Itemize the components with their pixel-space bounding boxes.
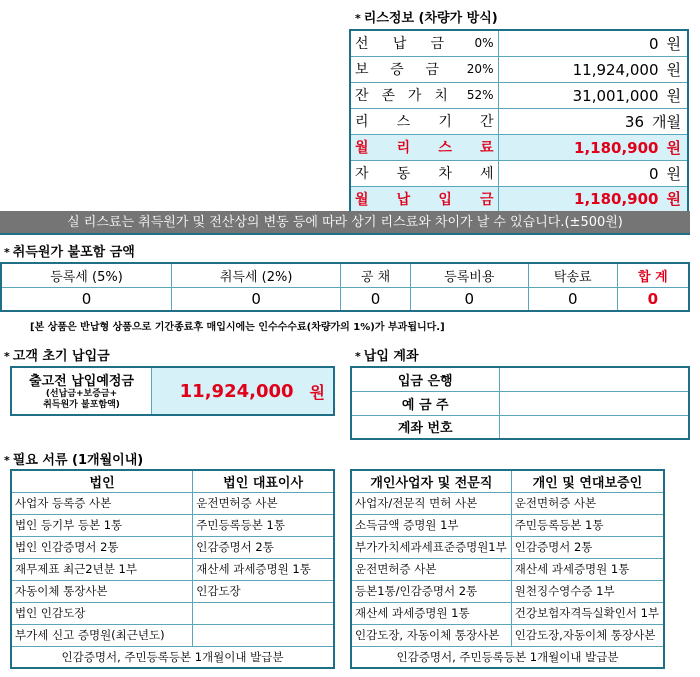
lease-row-value: 36 bbox=[624, 112, 645, 131]
documents-cell: 인감도장,자동이체 통장사본 bbox=[511, 624, 664, 646]
lease-row-value-cell bbox=[498, 108, 688, 134]
documents-cell: 원천징수영수증 1부 bbox=[511, 580, 664, 602]
documents-cell: 재무제표 최근2년분 1부 bbox=[11, 558, 193, 580]
documents-row bbox=[11, 514, 334, 536]
bank-row-value bbox=[499, 415, 689, 439]
lease-row-label-chars bbox=[355, 189, 494, 209]
lease-label-char: 차 bbox=[438, 166, 452, 182]
lease-row-value-cell bbox=[498, 186, 688, 212]
lease-row-unit: 원 bbox=[666, 34, 681, 53]
lease-label-char: 금 bbox=[430, 36, 445, 53]
documents-row bbox=[351, 558, 664, 580]
documents-cell: 인감도장 bbox=[193, 580, 334, 602]
documents-cell: 부가가치세과세표준증명원1부 bbox=[351, 536, 511, 558]
lease-row bbox=[350, 134, 688, 160]
lease-label-char: 납 bbox=[396, 191, 411, 208]
documents-header: 개인사업자 및 전문직 bbox=[351, 470, 511, 492]
lease-row-label-chars bbox=[355, 59, 494, 79]
documents-cell: 주민등록등본 1통 bbox=[193, 514, 334, 536]
lease-label-char: 월 bbox=[355, 191, 369, 208]
lease-row bbox=[350, 30, 688, 56]
lease-label-char: 스 bbox=[438, 140, 452, 156]
lease-label-char: 보 bbox=[355, 62, 369, 78]
documents-footer-row bbox=[351, 646, 664, 668]
documents-row bbox=[11, 624, 334, 646]
acquisition-header: 등록세 (5%) bbox=[1, 263, 171, 287]
initial-payment-unit: 원 bbox=[309, 382, 325, 402]
initial-payment-title: * 고객 초기 납입금 bbox=[4, 349, 110, 364]
lease-row-unit: 개월 bbox=[652, 112, 681, 131]
documents-row bbox=[11, 580, 334, 602]
lease-label-char: 리 bbox=[355, 114, 369, 130]
lease-row-value-cell bbox=[498, 160, 688, 186]
lease-row-value: 0 bbox=[648, 34, 659, 53]
lease-row-unit: 원 bbox=[666, 138, 681, 157]
bank-account-table bbox=[350, 366, 690, 440]
lease-label-char: 료 bbox=[479, 140, 494, 156]
documents-cell: 재산세 과세증명원 1통 bbox=[511, 558, 664, 580]
acquisition-value: 0 bbox=[171, 287, 340, 311]
documents-cell: 건강보험자격득실확인서 1부 bbox=[511, 602, 664, 624]
lease-info-title: * 리스정보 (차량가 방식) bbox=[355, 11, 498, 26]
bank-row-label: 예 금 주 bbox=[351, 391, 499, 415]
lease-label-char: 증 bbox=[390, 62, 404, 78]
lease-row-label bbox=[350, 108, 498, 134]
initial-payment-value: 11,924,000 bbox=[179, 380, 294, 402]
documents-cell: 사업자/전문직 면허 사본 bbox=[351, 492, 511, 514]
documents-footer: 인감증명서, 주민등록등본 1개월이내 발급분 bbox=[11, 646, 334, 668]
initial-payment-box bbox=[10, 366, 335, 416]
lease-row-value: 1,180,900 bbox=[574, 138, 659, 157]
documents-cell bbox=[193, 602, 334, 624]
lease-info-table bbox=[349, 29, 689, 213]
acquisition-header: 등록비용 bbox=[410, 263, 528, 287]
documents-row bbox=[351, 580, 664, 602]
acquisition-header: 공 채 bbox=[341, 263, 411, 287]
acquisition-header: 합 계 bbox=[617, 263, 689, 287]
documents-header: 법인 대표이사 bbox=[193, 470, 334, 492]
documents-cell: 법인 등기부 등본 1통 bbox=[11, 514, 193, 536]
bank-account-title: * 납입 계좌 bbox=[355, 349, 419, 364]
lease-row-label-chars bbox=[355, 33, 494, 53]
documents-cell: 인감증명서 2통 bbox=[193, 536, 334, 558]
documents-header: 법인 bbox=[11, 470, 193, 492]
lease-row-value-cell bbox=[498, 82, 688, 108]
lease-row-percent: 0% bbox=[474, 36, 494, 51]
lease-row-label-chars bbox=[355, 163, 494, 183]
lease-label-char: 금 bbox=[479, 191, 494, 208]
lease-row-value-cell bbox=[498, 30, 688, 56]
lease-label-char: 금 bbox=[425, 62, 440, 78]
documents-table-corporate bbox=[10, 469, 335, 669]
bank-row-label: 계좌 번호 bbox=[351, 415, 499, 439]
documents-row bbox=[351, 624, 664, 646]
lease-row bbox=[350, 82, 688, 108]
lease-row bbox=[350, 108, 688, 134]
lease-label-char: 존 bbox=[381, 88, 395, 104]
lease-row-value: 1,180,900 bbox=[574, 190, 659, 209]
lease-row-label bbox=[350, 186, 498, 212]
initial-payment-sub2: 취득원가 불포함액) bbox=[43, 400, 120, 410]
documents-cell: 재산세 과세증명원 1통 bbox=[351, 602, 511, 624]
lease-row-label bbox=[350, 30, 498, 56]
bank-row-label: 입금 은행 bbox=[351, 367, 499, 391]
acquisition-value: 0 bbox=[410, 287, 528, 311]
bank-row bbox=[351, 391, 689, 415]
acquisition-header: 취득세 (2%) bbox=[171, 263, 340, 287]
acquisition-table bbox=[0, 262, 690, 312]
documents-cell: 법인 인감증명서 2통 bbox=[11, 536, 193, 558]
documents-row bbox=[351, 514, 664, 536]
lease-label-char: 가 bbox=[407, 88, 422, 104]
acquisition-value: 0 bbox=[341, 287, 411, 311]
documents-row bbox=[351, 492, 664, 514]
lease-row bbox=[350, 160, 688, 186]
documents-row bbox=[11, 492, 334, 514]
lease-label-char: 자 bbox=[355, 166, 369, 182]
lease-row-label-chars bbox=[355, 137, 494, 157]
lease-label-char: 세 bbox=[479, 166, 494, 182]
lease-row-label bbox=[350, 56, 498, 82]
lease-row-value-cell bbox=[498, 56, 688, 82]
lease-label-char: 기 bbox=[438, 114, 452, 130]
lease-label-char: 스 bbox=[396, 114, 411, 130]
lease-row-percent: 20% bbox=[466, 62, 494, 76]
initial-payment-amount bbox=[152, 368, 333, 414]
footnote: [본 상품은 반납형 상품으로 기간종료후 매입시에는 인수수수료(차량가의 1%)가 부과됩니다.] bbox=[30, 322, 445, 333]
lease-row-unit: 원 bbox=[666, 60, 681, 79]
lease-row-percent: 52% bbox=[466, 88, 494, 102]
documents-cell: 재산세 과세증명원 1통 bbox=[193, 558, 334, 580]
bank-row bbox=[351, 367, 689, 391]
bank-row bbox=[351, 415, 689, 439]
lease-row bbox=[350, 56, 688, 82]
lease-row-label bbox=[350, 160, 498, 186]
documents-row bbox=[11, 536, 334, 558]
lease-label-char: 입 bbox=[438, 191, 452, 208]
lease-label-char: 월 bbox=[355, 140, 369, 156]
lease-row bbox=[350, 186, 688, 212]
acquisition-value: 0 bbox=[528, 287, 617, 311]
documents-cell: 운전면허증 사본 bbox=[351, 558, 511, 580]
documents-row bbox=[11, 558, 334, 580]
documents-cell: 소득금액 증명원 1부 bbox=[351, 514, 511, 536]
lease-row-value: 31,001,000 bbox=[572, 86, 659, 105]
documents-cell: 부가세 신고 증명원(최근년도) bbox=[11, 624, 193, 646]
documents-row bbox=[11, 602, 334, 624]
lease-label-char: 납 bbox=[392, 36, 407, 53]
documents-footer: 인감증명서, 주민등록등본 1개월이내 발급분 bbox=[351, 646, 664, 668]
documents-cell: 인감도장, 자동이체 통장사본 bbox=[351, 624, 511, 646]
documents-cell: 운전면허증 사본 bbox=[511, 492, 664, 514]
initial-payment-label: 출고전 납입예정금 bbox=[29, 374, 134, 389]
lease-row-value: 11,924,000 bbox=[572, 60, 659, 79]
lease-row-label-chars bbox=[355, 111, 494, 131]
acquisition-value: 0 bbox=[617, 287, 689, 311]
documents-table-individual bbox=[350, 469, 665, 669]
lease-row-label bbox=[350, 134, 498, 160]
notice-banner: 실 리스료는 취득원가 및 전산상의 변동 등에 따라 상기 리스료와 차이가 날 수 있습니다.(±500원) bbox=[0, 211, 690, 235]
documents-header-row bbox=[351, 470, 664, 492]
documents-cell: 주민등록등본 1통 bbox=[511, 514, 664, 536]
documents-cell: 자동이체 통장사본 bbox=[11, 580, 193, 602]
documents-row bbox=[351, 536, 664, 558]
lease-row-value-cell bbox=[498, 134, 688, 160]
bank-row-value bbox=[499, 367, 689, 391]
lease-label-char: 치 bbox=[434, 88, 448, 104]
lease-row-unit: 원 bbox=[666, 190, 681, 209]
documents-cell: 운전면허증 사본 bbox=[193, 492, 334, 514]
documents-row bbox=[351, 602, 664, 624]
initial-payment-sub1: (선납금+보증금+ bbox=[45, 389, 118, 399]
lease-label-char: 잔 bbox=[355, 88, 369, 104]
documents-title: * 필요 서류 (1개월이내) bbox=[4, 453, 144, 468]
lease-label-char: 동 bbox=[396, 166, 411, 182]
lease-label-char: 리 bbox=[396, 140, 411, 156]
lease-row-label bbox=[350, 82, 498, 108]
documents-header-row bbox=[11, 470, 334, 492]
documents-cell bbox=[193, 624, 334, 646]
bank-row-value bbox=[499, 391, 689, 415]
documents-footer-row bbox=[11, 646, 334, 668]
lease-label-char: 간 bbox=[479, 114, 494, 130]
documents-cell: 사업자 등록증 사본 bbox=[11, 492, 193, 514]
documents-cell: 등본1통/인감증명서 2통 bbox=[351, 580, 511, 602]
lease-row-unit: 원 bbox=[666, 86, 681, 105]
acquisition-title: * 취득원가 불포함 금액 bbox=[4, 245, 135, 260]
documents-cell: 인감증명서 2통 bbox=[511, 536, 664, 558]
lease-row-label-chars bbox=[355, 85, 494, 105]
documents-cell: 법인 인감도장 bbox=[11, 602, 193, 624]
acquisition-header: 탁송료 bbox=[528, 263, 617, 287]
lease-row-unit: 원 bbox=[666, 164, 681, 183]
documents-header: 개인 및 연대보증인 bbox=[511, 470, 664, 492]
lease-label-char: 선 bbox=[355, 36, 369, 53]
lease-row-value: 0 bbox=[648, 164, 659, 183]
acquisition-value: 0 bbox=[1, 287, 171, 311]
initial-payment-label-cell bbox=[12, 368, 152, 414]
